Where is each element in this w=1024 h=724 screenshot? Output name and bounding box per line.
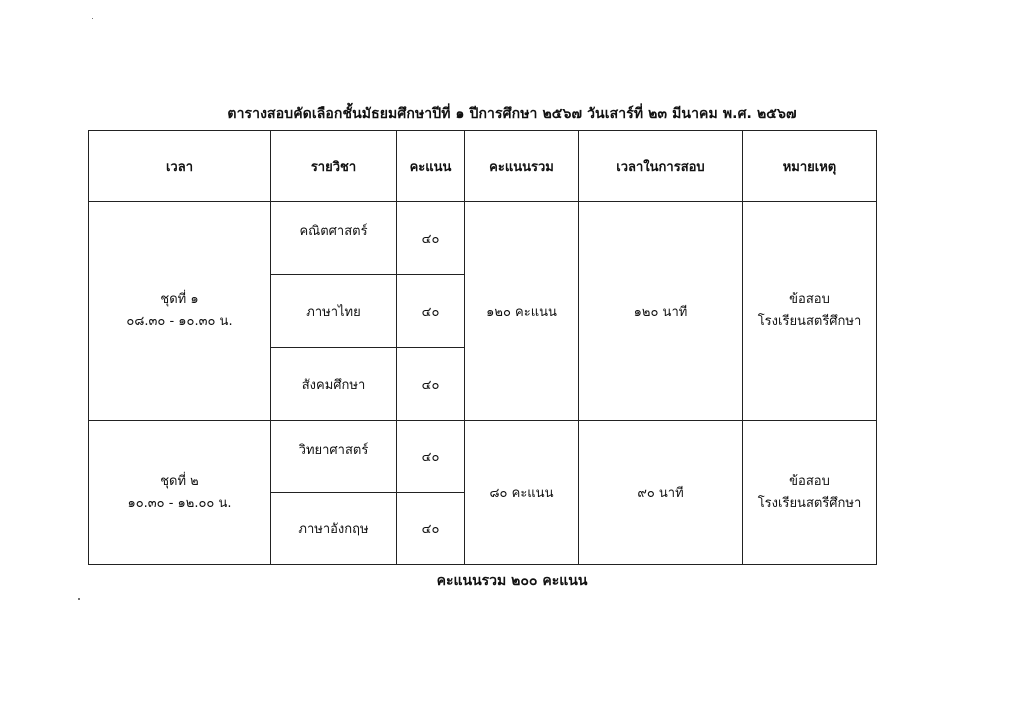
set-2-time: ๑๐.๓๐ - ๑๒.๐๐ น. (127, 495, 232, 511)
set-1-remark-line1: ข้อสอบ (789, 292, 830, 307)
table-row (89, 202, 877, 275)
set-1-duration-cell: ๑๒๐ นาที (579, 202, 743, 421)
score-cell: ๔๐ (397, 348, 465, 421)
set-1-remark-line2: โรงเรียนสตรีศึกษา (757, 314, 862, 329)
set-2-remark-line2: โรงเรียนสตรีศึกษา (757, 495, 862, 511)
set-2-remark-cell (743, 421, 877, 565)
subject-cell: ภาษาอังกฤษ (271, 493, 397, 565)
header-exam-duration: เวลาในการสอบ (579, 131, 743, 202)
document-title: ตารางสอบคัดเลือกชั้นมัธยมศึกษาปีที่ ๑ ปีการศึกษา ๒๕๖๗ วันเสาร์ที่ ๒๓ มีนาคม พ.ศ. ๒๕๖๗ (227, 106, 797, 122)
score-cell: ๔๐ (397, 421, 465, 493)
set-1-time-cell (89, 202, 271, 421)
header-subject: รายวิชา (271, 131, 397, 202)
set-2-remark-line1: ข้อสอบ (789, 473, 830, 489)
set-1-total-cell: ๑๒๐ คะแนน (465, 202, 579, 421)
grand-total: คะแนนรวม ๒๐๐ คะแนน (436, 573, 588, 589)
set-1-time: ๐๘.๓๐ - ๑๐.๓๐ น. (126, 314, 233, 329)
header-row (89, 131, 877, 202)
subject-cell: สังคมศึกษา (271, 348, 397, 421)
exam-schedule-table (88, 130, 877, 565)
subject-cell: ภาษาไทย (271, 275, 397, 348)
scan-speck (92, 18, 93, 19)
subject-cell: คณิตศาสตร์ (271, 202, 397, 275)
scan-speck (78, 598, 80, 600)
set-2-total-cell: ๘๐ คะแนน (465, 421, 579, 565)
set-1-remark-cell (743, 202, 877, 421)
score-cell: ๔๐ (397, 493, 465, 565)
subject-cell: วิทยาศาสตร์ (271, 421, 397, 493)
score-cell: ๔๐ (397, 275, 465, 348)
set-1-name: ชุดที่ ๑ (160, 292, 199, 307)
header-total-score: คะแนนรวม (465, 131, 579, 202)
set-2-time-cell (89, 421, 271, 565)
header-time: เวลา (89, 131, 271, 202)
table-row (89, 421, 877, 493)
set-2-duration-cell: ๙๐ นาที (579, 421, 743, 565)
header-score: คะแนน (397, 131, 465, 202)
set-2-name: ชุดที่ ๒ (160, 473, 199, 489)
header-remark: หมายเหตุ (743, 131, 877, 202)
score-cell: ๔๐ (397, 202, 465, 275)
